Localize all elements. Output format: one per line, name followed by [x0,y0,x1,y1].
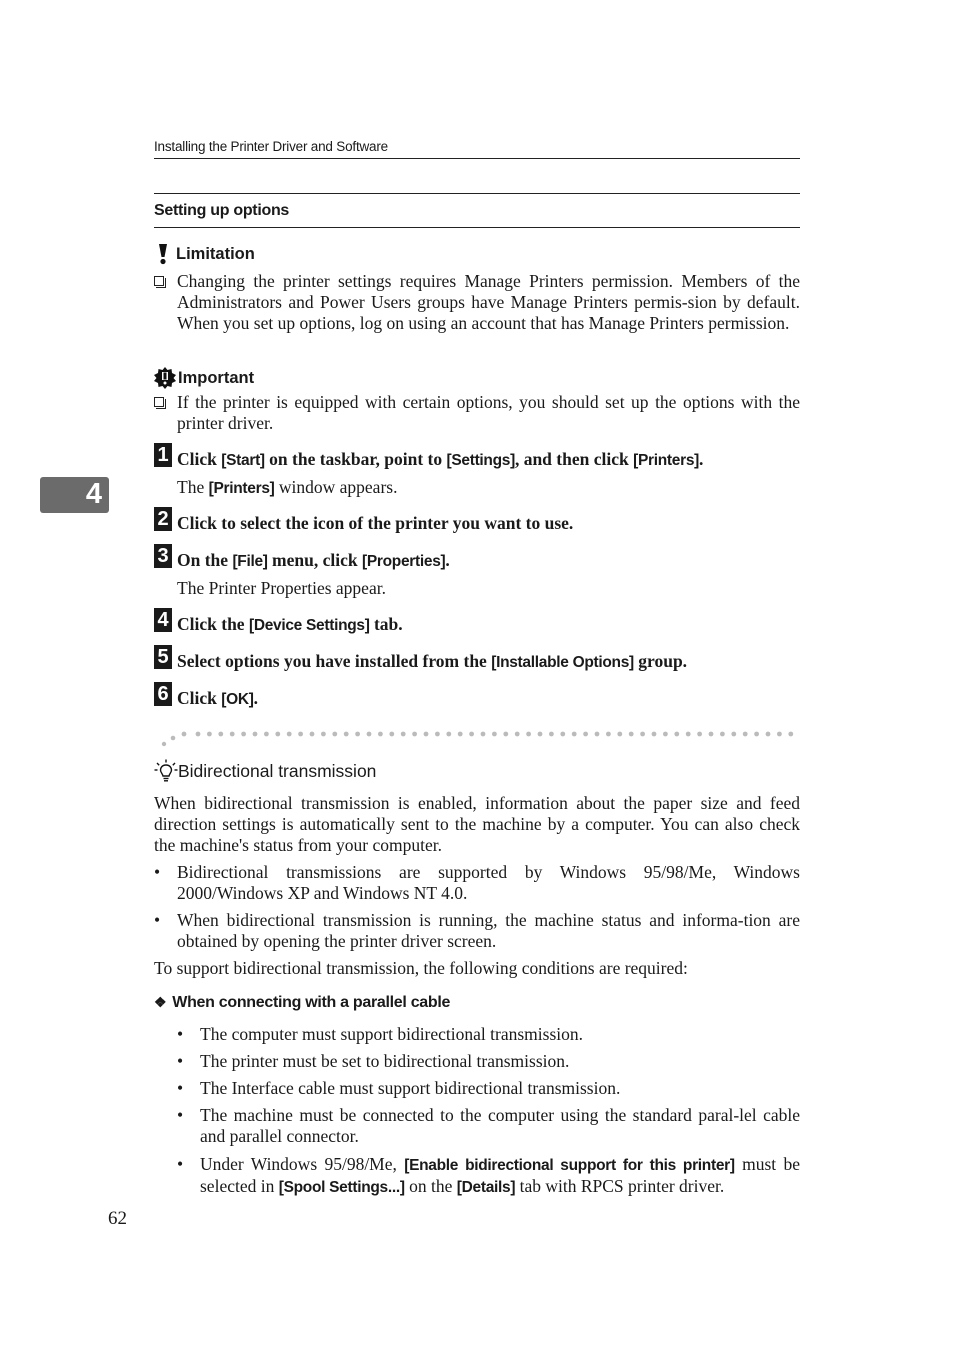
separator-dot [230,732,235,737]
separator-dot [424,732,429,737]
header-rule [154,158,800,159]
step-text: Click [OK]. [177,688,258,708]
separator-dot [515,732,520,737]
properties-key: [Properties] [361,553,446,570]
step-2 [154,507,800,534]
separator-dot [401,732,406,737]
separator-dot [446,732,451,737]
separator-dot [731,732,736,737]
separator-dot [583,732,588,737]
important-heading [154,367,254,389]
installable-options-key: [Installable Options] [491,654,634,671]
separator-dot [332,732,337,737]
separator-dot [378,732,383,737]
separator-dot [743,732,748,737]
exclamation-icon [154,243,174,265]
details-key: [Details] [456,1179,516,1196]
separator-dot [287,732,292,737]
section-title: Setting up options [154,202,290,219]
separator-dot [241,732,246,737]
step-text: On the [File] menu, click [Properties]. [177,550,450,570]
separator-dot [492,732,497,737]
bullet-icon: • [177,1078,184,1098]
separator-dot [617,732,622,737]
separator-dot [344,732,349,737]
step-number: 6 [154,682,172,706]
step-text: Click to select the icon of the printer you want to use. [177,513,574,533]
separator-dot [253,732,258,737]
limitation-item [154,271,800,334]
important-seal-icon [154,367,176,389]
separator-dot [572,732,577,737]
limitation-text: Changing the printer settings requires Manage Printers permission. Members of the Administrators and Power Users groups have Manage Printers permis-sion by default. When you set up options, log on using an account that has Manage Printers permission. [177,271,800,333]
step-number: 4 [154,608,172,632]
bullet-icon: • [177,1154,184,1174]
checkbox-bullet-icon [154,276,164,286]
printers-key: [Printers] [633,452,700,469]
separator-dot [207,732,212,737]
parallel-cable-heading: ❖ When connecting with a parallel cable [154,994,451,1011]
lightbulb-hint-icon [154,759,178,783]
page-number: 62 [108,1208,127,1229]
separator-dot [264,732,269,737]
chapter-number: 4 [85,478,102,510]
diamond-bullet-icon: ❖ [154,994,167,1010]
separator-dot [720,732,725,737]
step-1 [154,443,800,472]
step-3 [154,544,800,573]
separator-dot [275,732,280,737]
step-4 [154,608,800,637]
running-header: Installing the Printer Driver and Software [154,139,388,154]
list-item: • When bidirectional transmission is running, the machine status and informa-tion are obtained by opening the printer driver screen. [154,910,800,951]
bullet-icon: • [154,910,161,930]
settings-key: [Settings] [446,452,515,469]
separator-dot [629,732,634,737]
separator-dot [549,732,554,737]
limitation-label: Limitation [176,244,255,263]
separator-dot [538,732,543,737]
step-1-result: The [Printers] window appears. [177,477,398,497]
separator-dot [697,732,702,737]
chapter-tab [40,477,109,513]
separator-dot [560,732,565,737]
step-number: 3 [154,544,172,568]
file-key: [File] [232,553,268,570]
hint-title: Bidirectional transmission [178,760,377,781]
separator-dot [298,732,303,737]
separator-dot [469,732,474,737]
step-text: Click [Start] on the taskbar, point to [Settings], and then click [Printers]. [177,449,704,469]
bullet-icon: • [177,1024,184,1044]
bullet-icon: • [177,1051,184,1071]
separator-dot [777,732,782,737]
separator-dot [481,732,486,737]
separator-dot [754,732,759,737]
separator-dot [355,732,360,737]
separator-dot [595,732,600,737]
separator-dot [652,732,657,737]
separator-dot [526,732,531,737]
separator-dot [367,732,372,737]
separator-dot [663,732,668,737]
separator-dot [640,732,645,737]
separator-dot [686,732,691,737]
hint-intro: When bidirectional transmission is enabled, information about the paper size and feed direction settings is automatically sent to the machine by a computer. You can also check the machine's status from your computer. [154,793,800,855]
limitation-heading [154,243,255,265]
printers-window-key: [Printers] [208,480,275,497]
start-key: [Start] [221,452,265,469]
hint-heading [154,759,376,783]
separator-dot [458,732,463,737]
conditions-intro: To support bidirectional transmission, the following conditions are required: [154,958,688,978]
separator-dot [766,732,771,737]
separator-dot [310,732,315,737]
list-item: • The printer must be set to bidirectional transmission. [177,1051,570,1071]
separator-dot [321,732,326,737]
important-item [154,392,800,434]
device-settings-key: [Device Settings] [248,617,370,634]
bullet-icon: • [177,1105,184,1125]
separator-dot [389,732,394,737]
step-number: 5 [154,645,172,669]
separator-dot [674,732,679,737]
separator-dot [435,732,440,737]
ok-key: [OK] [221,691,254,708]
step-number: 1 [154,443,172,467]
separator-dot [412,732,417,737]
dotted-separator [160,726,800,748]
enable-bidirectional-key: [Enable bidirectional support for this printer] [404,1157,735,1174]
checkbox-bullet-icon [154,397,164,407]
spool-settings-key: [Spool Settings...] [278,1179,405,1196]
step-3-result: The Printer Properties appear. [177,578,386,598]
step-5 [154,645,800,674]
list-item: • The Interface cable must support bidirectional transmission. [177,1078,621,1098]
separator-dot [503,732,508,737]
separator-dot [709,732,714,737]
list-item: • Under Windows 95/98/Me, [Enable bidirectional support for this printer] must be selected in [Spool Settings...] on the [Details] tab with RPCS printer driver. [177,1154,800,1196]
step-6 [154,682,800,711]
separator-dot [196,732,201,737]
separator-dot [788,732,793,737]
important-label: Important [178,368,255,387]
bullet-icon: • [154,862,161,882]
important-text: If the printer is equipped with certain options, you should set up the options with the printer driver. [177,392,800,433]
step-text: Select options you have installed from the [Installable Options] group. [177,651,688,671]
list-item: • The computer must support bidirectional transmission. [177,1024,583,1044]
section-bar [154,193,800,228]
step-text: Click the [Device Settings] tab. [177,614,403,634]
list-item: • The machine must be connected to the computer using the standard paral-lel cable and parallel connector. [177,1105,800,1146]
separator-dot [606,732,611,737]
separator-dot [218,732,223,737]
step-number: 2 [154,507,172,531]
list-item: • Bidirectional transmissions are supported by Windows 95/98/Me, Windows 2000/Windows XP and Windows NT 4.0. [154,862,800,903]
